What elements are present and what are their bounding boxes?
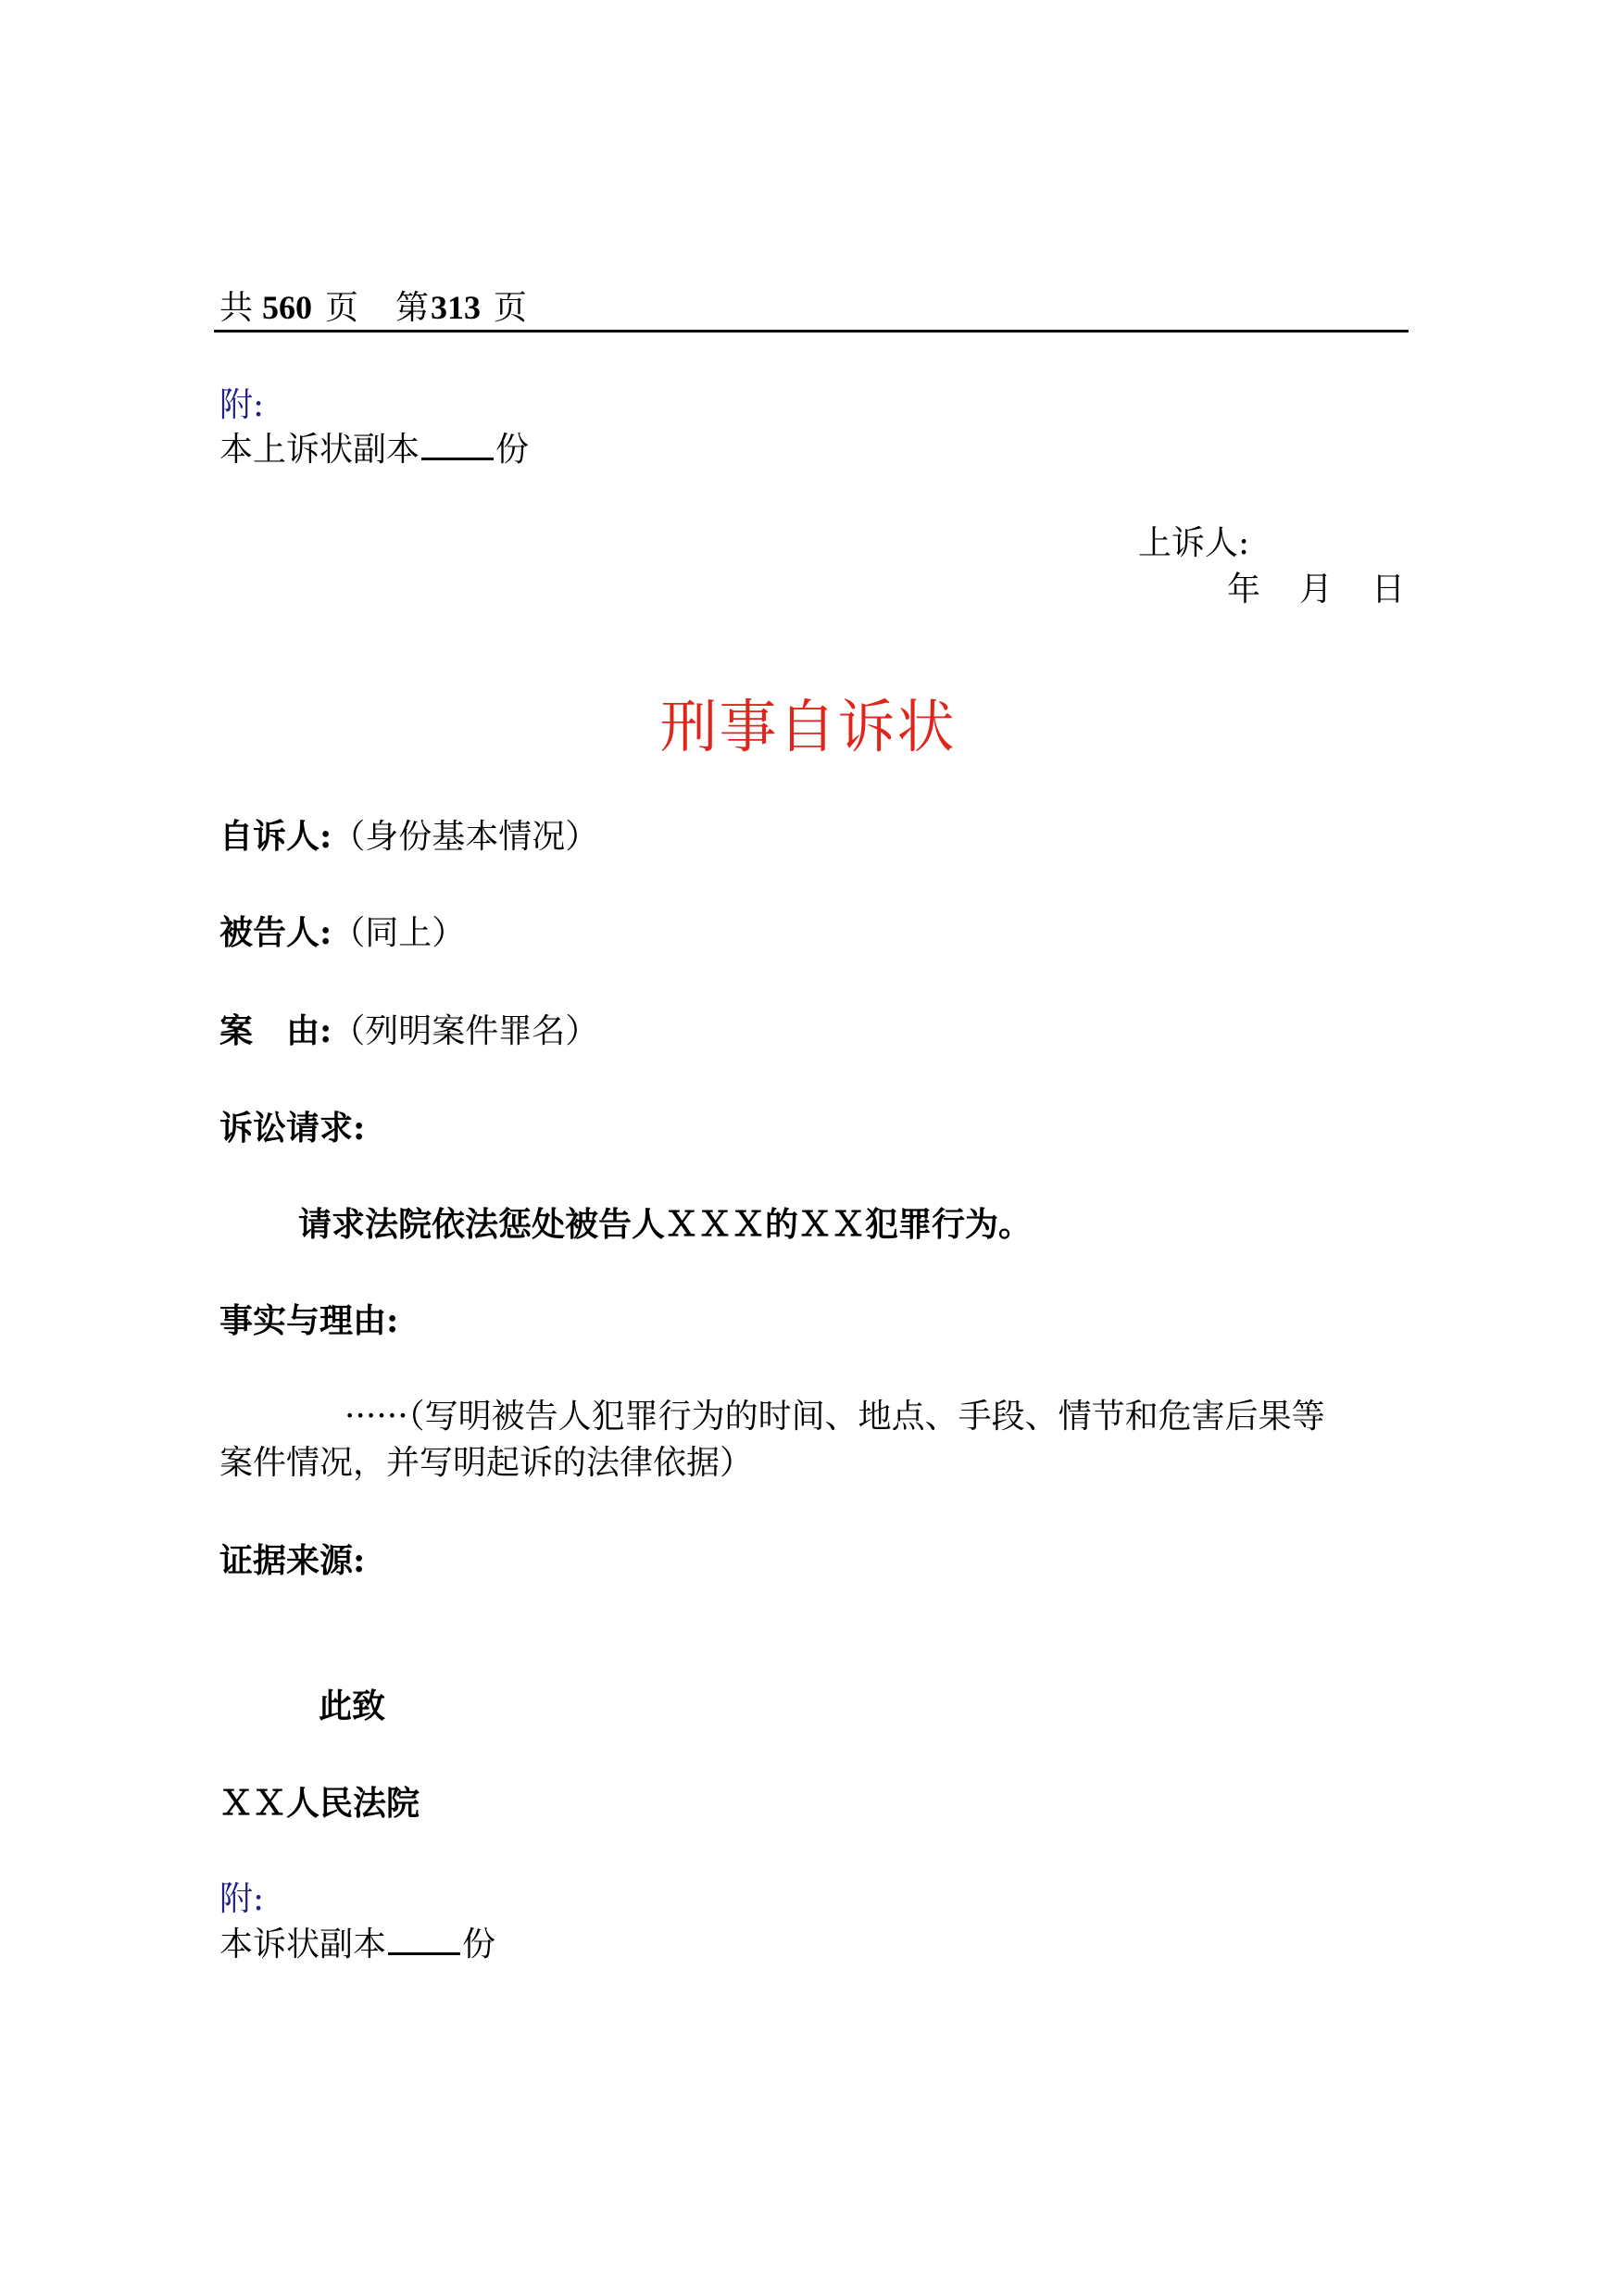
copies-blank	[421, 430, 494, 460]
document-title: 刑事自诉状	[659, 693, 957, 760]
facts-label: 事实与理由:	[219, 1301, 399, 1340]
cause-value: （列明案件罪名）	[332, 1012, 599, 1050]
appendix-label-bottom: 附:	[219, 1880, 265, 1918]
facts-text-line1: ······（写明被告人犯罪行为的时间、地点、手段、情节和危害后果等	[344, 1398, 1325, 1436]
plaintiff-label: 自诉人:	[219, 817, 332, 856]
current-page: 313	[431, 289, 482, 326]
appendix-copies-text: 本上诉状副本	[219, 431, 420, 469]
plaintiff-value: （身份基本情况）	[332, 818, 599, 856]
appendix-copies-line	[219, 427, 529, 473]
appendix-copies-unit: 份	[495, 431, 530, 469]
court-name: ＸＸ人民法院	[219, 1784, 420, 1823]
defendant-row	[219, 910, 465, 957]
appendix-copies-text-bottom: 本诉状副本	[219, 1926, 387, 1964]
date-line	[1227, 567, 1405, 613]
total-suffix: 页	[325, 289, 359, 327]
appendix-label: 附:	[219, 386, 265, 424]
evidence-label: 证据来源:	[219, 1541, 366, 1580]
page-counter	[219, 284, 527, 332]
facts-text-line2: 案件情况，并写明起诉的法律依据）	[219, 1444, 754, 1482]
plaintiff-row	[219, 813, 598, 860]
claim-label: 诉讼请求:	[219, 1109, 366, 1148]
header-divider	[214, 330, 1409, 332]
copies-blank-bottom	[388, 1925, 460, 1955]
defendant-value: （同上）	[332, 914, 466, 952]
total-prefix: 共	[219, 289, 254, 327]
appellant-label: 上诉人:	[1138, 524, 1250, 562]
date-day: 日	[1372, 571, 1406, 609]
page-prefix: 第	[395, 289, 430, 327]
claim-text: 请求法院依法惩处被告人ＸＸＸ的ＸＸ犯罪行为。	[298, 1205, 1033, 1244]
date-month: 月	[1299, 571, 1334, 609]
appendix-copies-line-bottom	[219, 1922, 495, 1968]
cause-row	[219, 1008, 598, 1055]
page-suffix: 页	[494, 289, 528, 327]
date-year: 年	[1227, 571, 1261, 609]
appendix-copies-unit-bottom: 份	[462, 1926, 496, 1964]
closing-salutation: 此致	[319, 1687, 386, 1725]
total-pages: 560	[262, 289, 313, 326]
cause-label: 案 由:	[219, 1011, 332, 1050]
defendant-label: 被告人:	[219, 913, 332, 952]
